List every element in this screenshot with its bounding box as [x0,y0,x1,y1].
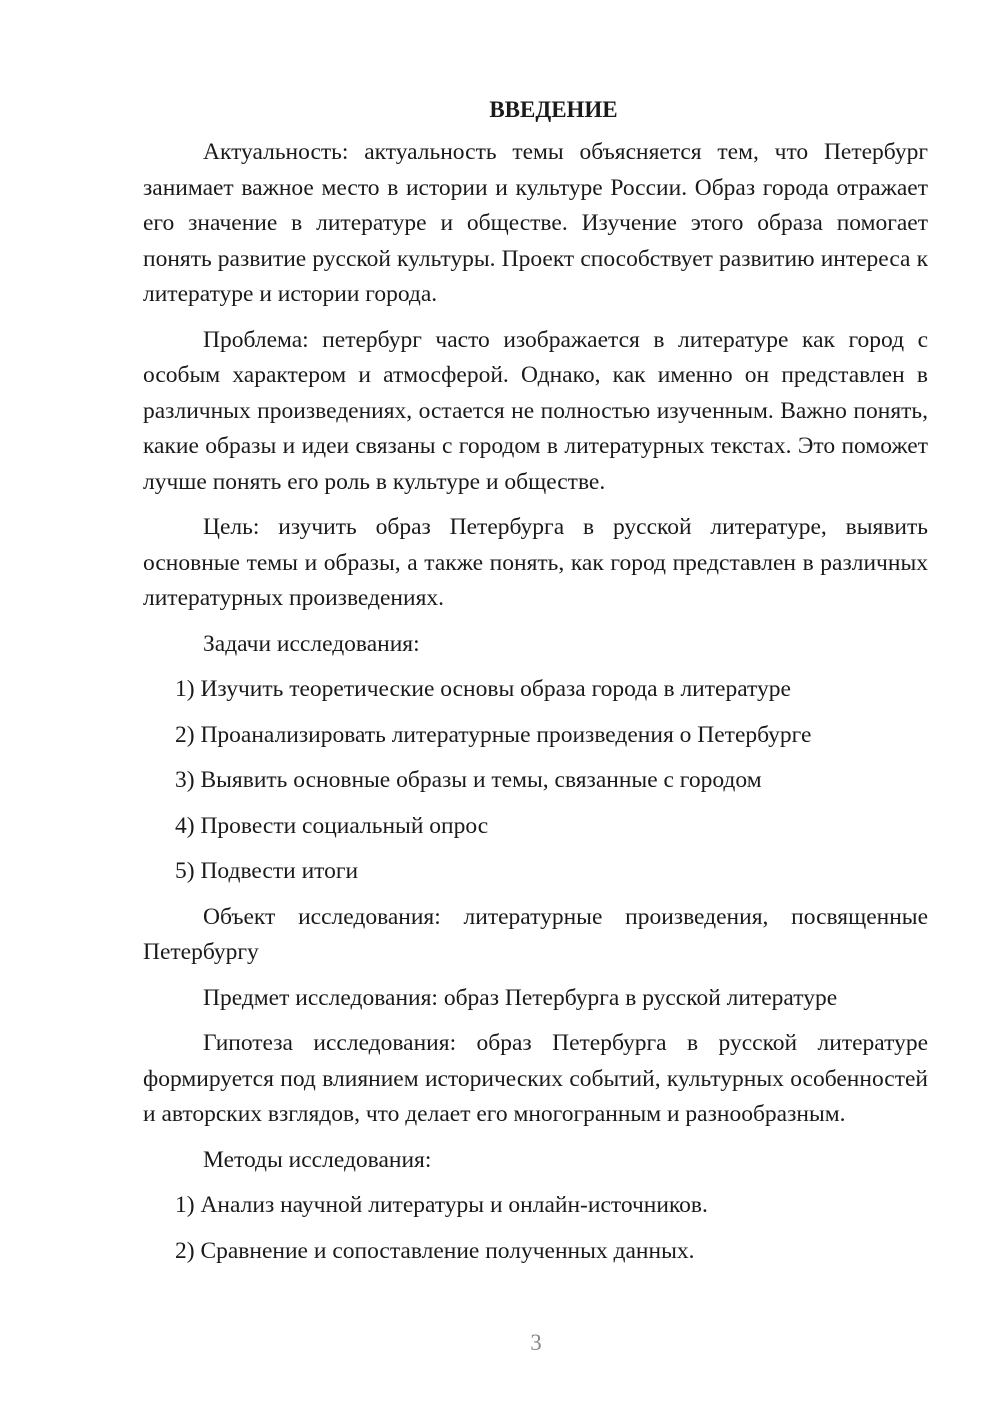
task-item: 1) Изучить теоретические основы образа города в литературе [175,676,791,702]
task-item: 4) Провести социальный опрос [175,812,489,839]
goal-paragraph: Цель: изучить образ Петербурга в русской литературе, выявить основные темы и образы, а также понять, как город представлен в различных литературных произведениях. [143,514,928,611]
object-paragraph: Объект исследования: литературные произведения, посвященные Петербургу [143,903,928,965]
document-page [143,92,928,1279]
task-item: 2) Проанализировать литературные произведения о Петербурге [175,721,812,748]
method-item: 2) Сравнение и сопоставление полученных данных. [175,1237,695,1264]
subject-paragraph: Предмет исследования: образ Петербурга в русской литературе [203,984,838,1011]
method-item: 1) Анализ научной литературы и онлайн-источников. [175,1192,708,1218]
tasks-heading: Задачи исследования: [203,630,420,657]
task-item: 3) Выявить основные образы и темы, связанные с городом [175,767,762,793]
problem-paragraph: Проблема: петербург часто изображается в литературе как город с особым характером и атмосферой. Однако, как именно он представлен в различных произведениях, остается не полностью изученным. Важно понять, какие образы и идеи связаны с городом в литературных текстах. Это поможет лучше понять его роль в культуре и обществе. [143,326,928,495]
section-title: ВВЕДЕНИЕ [489,97,618,122]
task-item: 5) Подвести итоги [175,858,359,884]
methods-heading: Методы исследования: [203,1146,432,1173]
relevance-paragraph: Актуальность: актуальность темы объясняется тем, что Петербург занимает важное место в истории и культуре России. Образ города отражает его значение в литературе и обществе. Изучение этого образа помогает понять развитие русской культуры. Проект способствует развитию интереса к литературе и истории города. [143,139,928,307]
page-number: 3 [530,1330,542,1355]
hypothesis-paragraph: Гипотеза исследования: образ Петербурга в русской литературе формируется под влиянием исторических событий, культурных особенностей и авторских взглядов, что делает его многогранным и разнообразным. [143,1030,928,1127]
